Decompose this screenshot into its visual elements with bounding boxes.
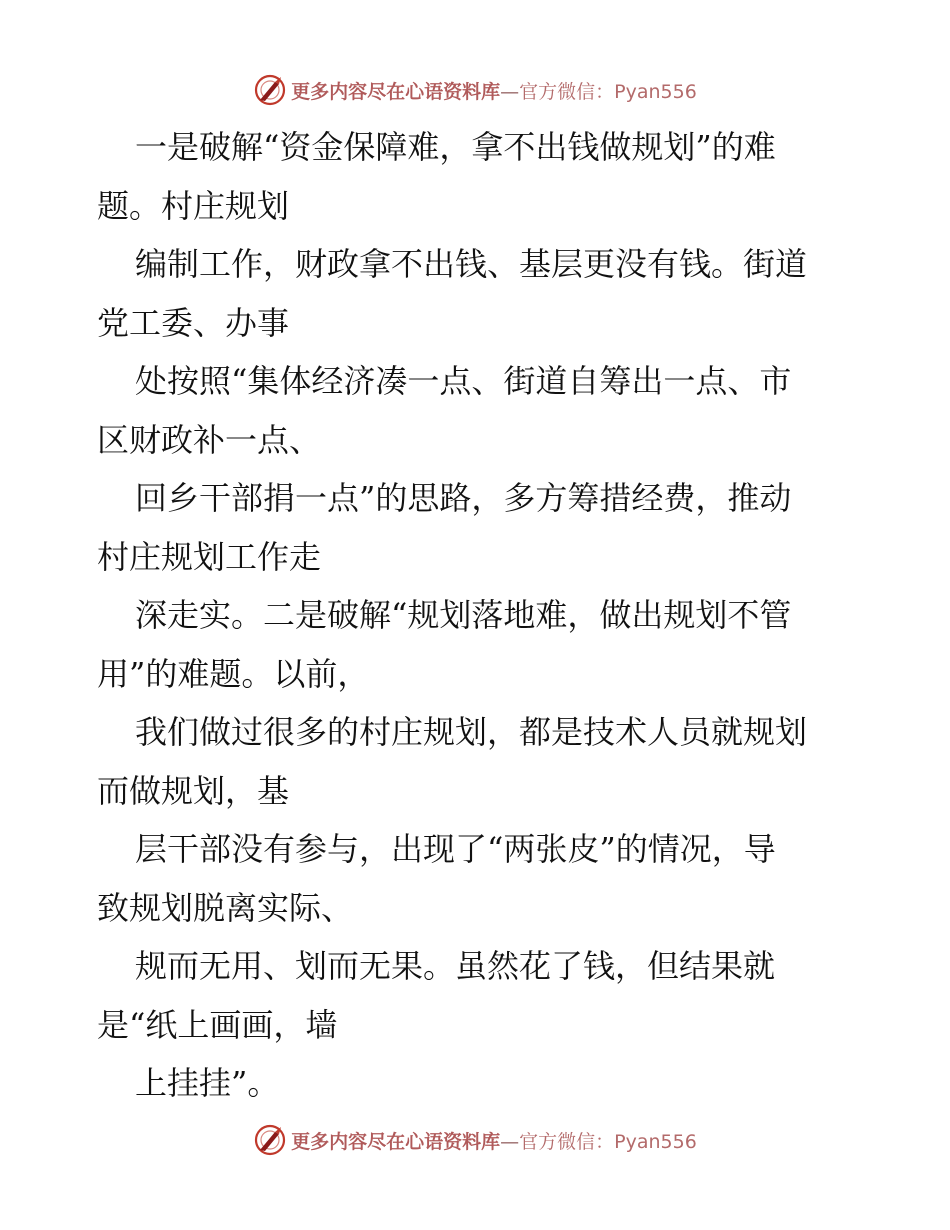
text-line: 党工委、办事 <box>97 303 290 342</box>
header-text <box>291 77 697 104</box>
footer-text <box>291 1127 697 1154</box>
text-line: 规而无用、划而无果。虽然花了钱，但结果就 <box>135 947 776 985</box>
footer-brand: 更多内容尽在心语资料库 <box>291 1130 501 1153</box>
text-line: 回乡干部捐一点”的思路，多方筹措经费，推动 <box>135 479 792 517</box>
footer-banner <box>0 1120 950 1160</box>
text-line: 而做规划，基 <box>97 771 290 810</box>
text-line: 用”的难题。以前， <box>97 654 370 693</box>
text-line: 编制工作，财政拿不出钱、基层更没有钱。街道 <box>135 245 808 283</box>
text-line: 题。村庄规划 <box>97 186 290 225</box>
text-line: 上挂挂”。 <box>135 1064 280 1102</box>
footer-separator: — <box>500 1130 520 1153</box>
quill-pen-circle-icon <box>253 1123 287 1157</box>
text-line: 处按照“集体经济凑一点、街道自筹出一点、市 <box>135 362 792 400</box>
text-line: 区财政补一点、 <box>97 420 322 459</box>
text-line: 层干部没有参与，出现了“两张皮”的情况，导 <box>135 830 776 868</box>
header-separator: — <box>500 80 520 103</box>
header-banner <box>0 70 950 110</box>
footer-contact: 官方微信：Pyan556 <box>519 1130 697 1153</box>
text-line: 是“纸上画画，墙 <box>97 1005 338 1044</box>
text-line: 村庄规划工作走 <box>97 537 322 576</box>
header-brand: 更多内容尽在心语资料库 <box>291 80 501 103</box>
text-line: 我们做过很多的村庄规划，都是技术人员就规划 <box>135 713 808 751</box>
text-line: 一是破解“资金保障难，拿不出钱做规划”的难 <box>135 128 776 166</box>
text-line: 致规划脱离实际、 <box>97 888 354 927</box>
quill-pen-circle-icon <box>253 73 287 107</box>
document-body <box>97 118 857 1113</box>
header-contact: 官方微信：Pyan556 <box>519 80 697 103</box>
text-line: 深走实。二是破解“规划落地难，做出规划不管 <box>135 596 792 634</box>
